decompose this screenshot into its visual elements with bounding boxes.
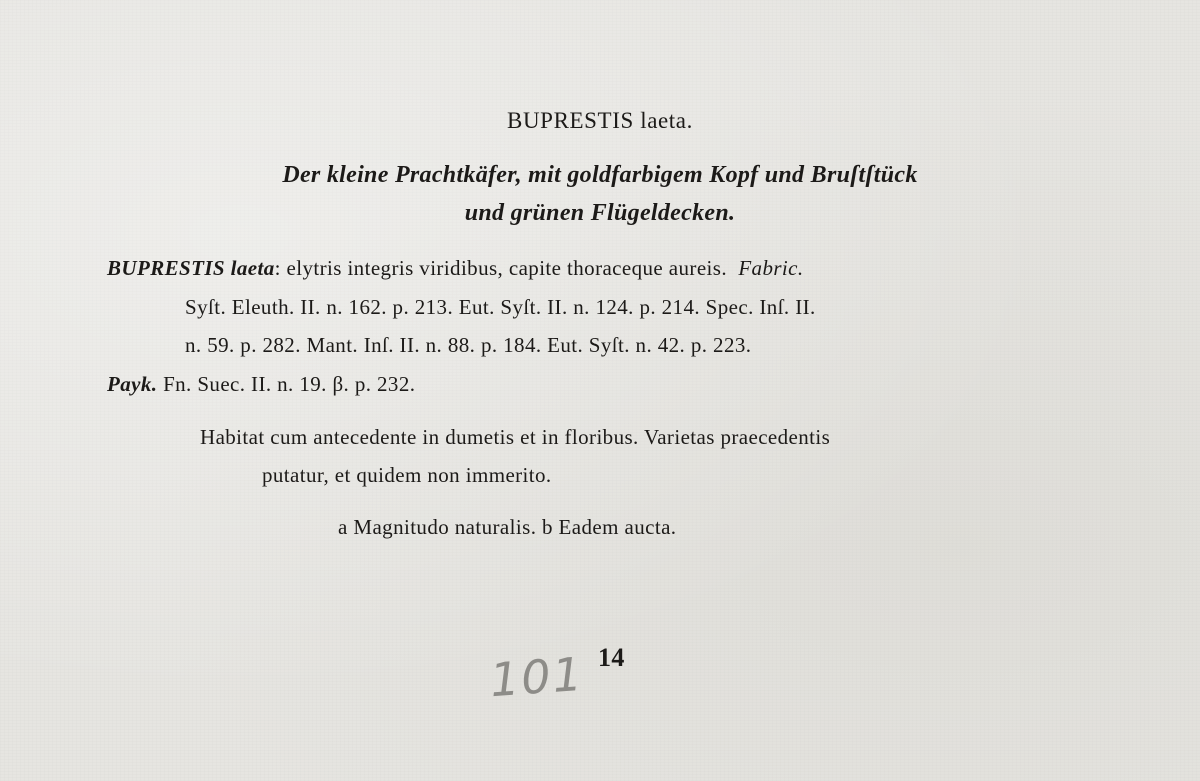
habitat-line-1: Habitat cum antecedente in dumetis et in floribus. Varietas praecedentis [200, 425, 831, 449]
reference-line-2: Syſt. Eleuth. II. n. 162. p. 213. Eut. Syſt. II. n. 124. p. 214. Spec. Inſ. II. [185, 295, 816, 319]
habitat-line-2: putatur, et quidem non immerito. [262, 463, 552, 487]
page-number: 14 [598, 643, 625, 672]
figure-caption: a Magnitudo naturalis. b Eadem aucta. [338, 515, 677, 539]
author-fabricius: Fabric. [738, 256, 804, 280]
reference-line-3: n. 59. p. 282. Mant. Inſ. II. n. 88. p. 184. Eut. Syſt. n. 42. p. 223. [185, 333, 752, 357]
pencil-annotation: 101 [488, 646, 586, 708]
reference-line-1 [107, 256, 804, 281]
species-title: BUPRESTIS laeta. [507, 108, 693, 133]
german-name-line-2: und grünen Flügeldecken. [464, 200, 736, 226]
paykull-reference: Fn. Suec. II. n. 19. β. p. 232. [163, 372, 416, 396]
german-name-line-1: Der kleine Prachtkäfer, mit goldfarbigem Kopf und Bruſtſtück [282, 162, 918, 188]
author-paykull: Payk. [107, 372, 158, 396]
diagnosis-text: : elytris integris viridibus, capite thoraceque aureis. [274, 256, 727, 280]
genus-species-name: BUPRESTIS laeta [107, 256, 275, 280]
reference-line-4 [107, 372, 415, 397]
